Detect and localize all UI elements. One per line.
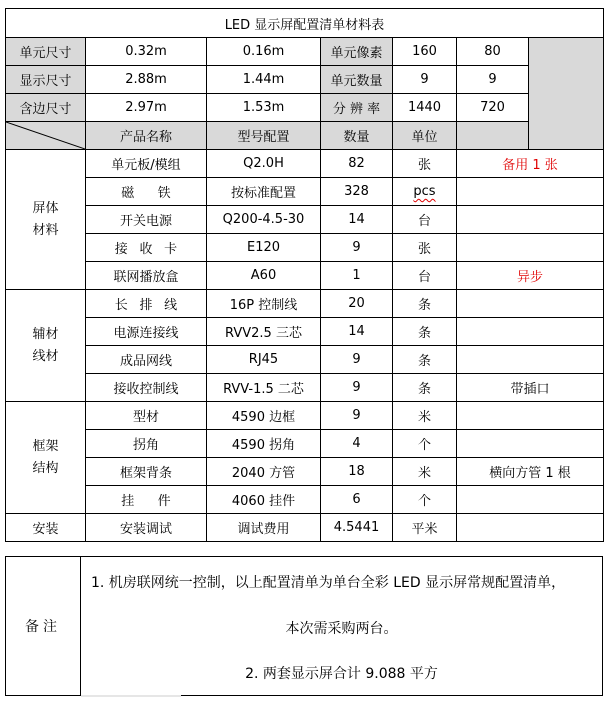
- item-note: [457, 178, 604, 206]
- item-model: 16P 控制线: [207, 290, 321, 318]
- table-row: [6, 150, 604, 178]
- table-title: LED 显示屏配置清单材料表: [6, 9, 604, 38]
- header-unit: 单位: [393, 122, 457, 150]
- item-unit: 张: [393, 234, 457, 262]
- item-note: [457, 206, 604, 234]
- table-row: [6, 234, 604, 262]
- item-unit: 个: [393, 430, 457, 458]
- remarks-label: 备注: [6, 557, 81, 695]
- table-row: [6, 318, 604, 346]
- group-label: 屏体 材料: [6, 150, 86, 290]
- item-qty: 328: [321, 178, 393, 206]
- item-name: 接收控制线: [86, 374, 207, 402]
- item-model: A60: [207, 262, 321, 290]
- group-label: 框架 结构: [6, 402, 86, 514]
- item-qty: 9: [321, 346, 393, 374]
- spec-row: [6, 94, 604, 122]
- item-unit: 平米: [393, 514, 457, 542]
- item-qty: 20: [321, 290, 393, 318]
- item-note: [457, 346, 604, 374]
- spec-value: 9: [393, 66, 457, 94]
- table-row: [6, 374, 604, 402]
- remarks-body: [81, 557, 602, 695]
- item-name: 电源连接线: [86, 318, 207, 346]
- spec-value: 0.32m: [86, 38, 207, 66]
- item-note: [457, 234, 604, 262]
- item-qty: 9: [321, 374, 393, 402]
- item-unit: 米: [393, 458, 457, 486]
- item-model: RVV-1.5 二芯: [207, 374, 321, 402]
- item-note: 横向方管 1 根: [457, 458, 604, 486]
- item-name: 单元板/模组: [86, 150, 207, 178]
- item-note: [457, 290, 604, 318]
- item-note: [457, 402, 604, 430]
- table-row: [6, 514, 604, 542]
- item-name: 挂件: [86, 486, 207, 514]
- spec-value: 80: [457, 38, 529, 66]
- item-qty: 6: [321, 486, 393, 514]
- spec-value: 2.97m: [86, 94, 207, 122]
- item-unit: 条: [393, 290, 457, 318]
- table-row: [6, 430, 604, 458]
- config-table: [5, 8, 604, 542]
- spec-row: [6, 66, 604, 94]
- table-row: [6, 262, 604, 290]
- header-product-name: 产品名称: [86, 122, 207, 150]
- item-model: E120: [207, 234, 321, 262]
- table-row: [6, 206, 604, 234]
- item-model: 4060 挂件: [207, 486, 321, 514]
- faint-underline-mark: [81, 695, 181, 697]
- spec-label: 单元尺寸: [6, 38, 86, 66]
- item-unit: 条: [393, 318, 457, 346]
- spec-label: 分 辨 率: [321, 94, 393, 122]
- item-unit: 台: [393, 206, 457, 234]
- item-name: 拐角: [86, 430, 207, 458]
- spec-value: 160: [393, 38, 457, 66]
- item-model: 按标准配置: [207, 178, 321, 206]
- item-model: 2040 方管: [207, 458, 321, 486]
- item-name: 型材: [86, 402, 207, 430]
- spec-row: [6, 38, 604, 66]
- item-unit: 米: [393, 402, 457, 430]
- header-quantity: 数量: [321, 122, 393, 150]
- item-unit: 条: [393, 346, 457, 374]
- item-name: 长排线: [86, 290, 207, 318]
- item-qty: 9: [321, 402, 393, 430]
- item-name: 接收卡: [86, 234, 207, 262]
- item-model: 调试费用: [207, 514, 321, 542]
- item-name: 联网播放盒: [86, 262, 207, 290]
- spec-value: 1440: [393, 94, 457, 122]
- table-row: [6, 178, 604, 206]
- item-qty: 4: [321, 430, 393, 458]
- table-row: [6, 290, 604, 318]
- item-note: 异步: [457, 262, 604, 290]
- item-unit: 个: [393, 486, 457, 514]
- table-row: [6, 486, 604, 514]
- item-qty: 14: [321, 206, 393, 234]
- spec-value: 0.16m: [207, 38, 321, 66]
- table-row: [6, 458, 604, 486]
- item-note: 备用 1 张: [457, 150, 604, 178]
- item-model: Q200-4.5-30: [207, 206, 321, 234]
- spec-filler: [529, 38, 604, 150]
- item-model: 4590 拐角: [207, 430, 321, 458]
- item-note: [457, 318, 604, 346]
- item-name: 成品网线: [86, 346, 207, 374]
- table-row: [6, 346, 604, 374]
- spec-label: 含边尺寸: [6, 94, 86, 122]
- header-blank: [457, 122, 529, 150]
- remarks-box: [5, 556, 603, 696]
- item-unit: 条: [393, 374, 457, 402]
- item-qty: 9: [321, 234, 393, 262]
- column-header-row: [6, 122, 604, 150]
- item-unit: 张: [393, 150, 457, 178]
- spec-label: 单元像素: [321, 38, 393, 66]
- spec-value: 2.88m: [86, 66, 207, 94]
- spec-value: 720: [457, 94, 529, 122]
- spec-label: 显示尺寸: [6, 66, 86, 94]
- remarks-line-3: 2. 两套显示屏合计 9.088 平方: [245, 666, 438, 682]
- item-note: 带插口: [457, 374, 604, 402]
- spec-value: 9: [457, 66, 529, 94]
- item-model: Q2.0H: [207, 150, 321, 178]
- item-unit: pcs: [393, 178, 457, 206]
- remarks-line-2: 本次需采购两台。: [285, 621, 398, 637]
- item-note: [457, 486, 604, 514]
- item-note: [457, 430, 604, 458]
- item-name: 框架背条: [86, 458, 207, 486]
- item-qty: 14: [321, 318, 393, 346]
- remarks-line-1: 1. 机房联网统一控制，以上配置清单为单台全彩 LED 显示屏常规配置清单，: [91, 575, 566, 591]
- item-name: 磁铁: [86, 178, 207, 206]
- table-row: [6, 402, 604, 430]
- item-name: 开关电源: [86, 206, 207, 234]
- group-label: 安装: [6, 514, 86, 542]
- diagonal-corner-cell: [6, 122, 86, 150]
- item-qty: 82: [321, 150, 393, 178]
- group-label: 辅材 线材: [6, 290, 86, 402]
- spec-label: 单元数量: [321, 66, 393, 94]
- item-model: RJ45: [207, 346, 321, 374]
- item-unit: 台: [393, 262, 457, 290]
- item-qty: 1: [321, 262, 393, 290]
- item-name: 安装调试: [86, 514, 207, 542]
- item-qty: 18: [321, 458, 393, 486]
- header-model: 型号配置: [207, 122, 321, 150]
- spec-value: 1.44m: [207, 66, 321, 94]
- item-note: [457, 514, 604, 542]
- spec-value: 1.53m: [207, 94, 321, 122]
- item-qty: 4.5441: [321, 514, 393, 542]
- item-model: RVV2.5 三芯: [207, 318, 321, 346]
- item-model: 4590 边框: [207, 402, 321, 430]
